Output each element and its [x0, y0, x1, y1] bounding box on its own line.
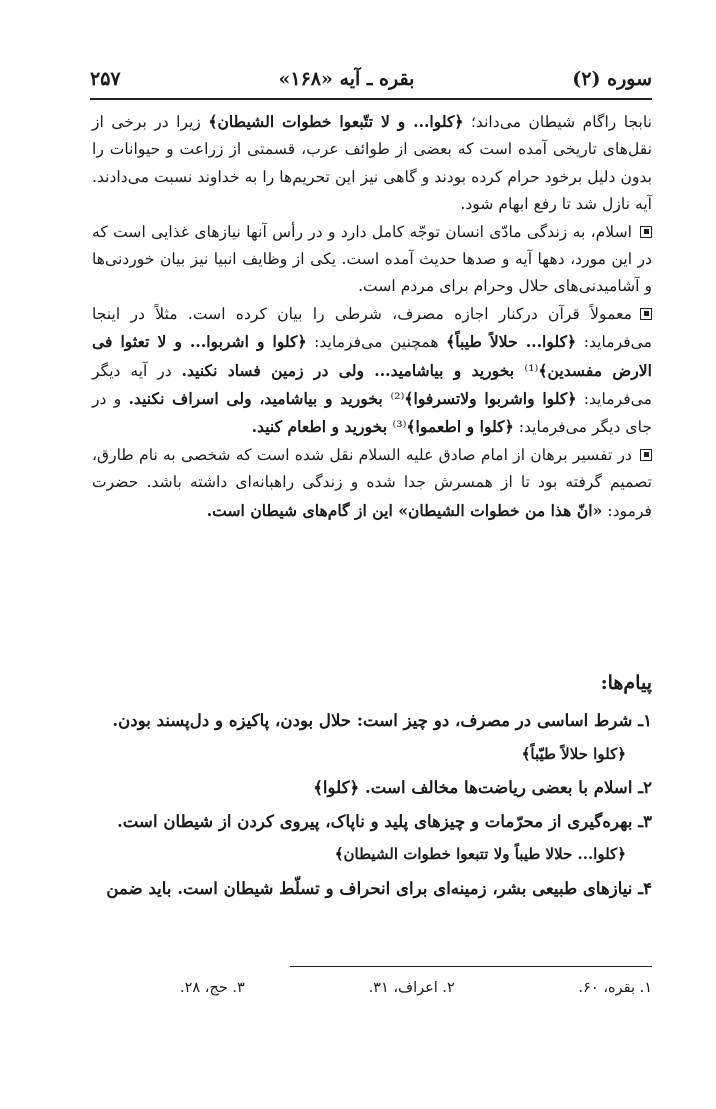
bullet-square-icon: [640, 226, 652, 238]
verse-label: بقره ـ آیه «۱۶۸»: [278, 68, 415, 90]
text-segment: در آیه دیگر می‌فرماید:: [92, 361, 652, 409]
page-number: ۲۵۷: [90, 68, 121, 90]
text-segment: ⁽³⁾: [392, 418, 407, 437]
paragraph: [92, 301, 652, 442]
quote-segment: ﴿کلوا... و لا تتّبعوا خطوات الشیطان﴾: [208, 112, 464, 131]
paragraph: [92, 108, 652, 219]
footnote-1: ۱. بقره، ۶۰.: [578, 980, 652, 996]
quote-segment: این از گام‌های شیطان است.: [206, 500, 399, 520]
text-segment: ⁽²⁾: [390, 390, 405, 409]
text-segment: در تفسیر برهان از امام صادق علیه السلام نقل شده است که شخصی به نام طارق، تصمیم گرفته بود تا از همسرش جدا شده و زندگی راهبانه‌ای داشته باشد. حضرت فرمود:: [92, 445, 652, 520]
text-segment: اسلام، به زندگی مادّی انسان توجّه کامل دارد و در رأس آنها نیازهای غذایی است که در این مورد، دهها آیه و صدها حدیث آمده است. یکی از وظایف انبیا نیز بیان خوردنی‌ها و آشامیدنی‌های حلال وحرام برای مردم است.: [92, 222, 652, 296]
text-segment: زیرا در برخی از نقل‌های تاریخی آمده است که بعضی از طوائف عرب، قسمتی از زراعت و حیوانات را بدون دلیل برخود حرام کرده بودند و گاهی نیز این تحریم‌ها را به خداوند نسبت می‌دادند. آیه نازل شد تا رفع ابهام شود.: [92, 113, 652, 214]
message-item: ۳ـ بهره‌گیری از محرّمات و چیزهای پلید و ناپاک، پیروی کردن از شیطان است.: [116, 810, 652, 831]
text-segment: معمولاً قرآن درکنار اجازه مصرف، شرطی را بیان کرده است. مثلاً در اینجا می‌فرماید:: [92, 304, 652, 352]
footnotes: [180, 980, 652, 996]
messages-title: پیام‌ها:: [600, 672, 652, 694]
message-item: ۴ـ نیازهای طبیعی بشر، زمینه‌ای برای انحراف و تسلّط شیطان است. باید ضمن: [106, 877, 652, 898]
quote-segment: ﴿کلوا... حلالاً طیباً﴾: [446, 332, 577, 352]
messages-list: [92, 704, 652, 905]
footnote-3: ۳. حج، ۲۸.: [180, 980, 245, 996]
quote-segment: بخورید و بیاشامید، ولی اسراف نکنید.: [128, 389, 391, 409]
header-rule: [90, 98, 652, 100]
footnote-rule: [290, 966, 652, 967]
message-item: ۱ـ شرط اساسی در مصرف، دو چیز است: حلال بودن، پاکیزه و دل‌پسند بودن.: [112, 710, 652, 730]
text-segment: همچنین می‌فرماید:: [306, 333, 447, 352]
message-quote: ﴿کلوا حلالاً طیّباً﴾: [521, 744, 626, 763]
bullet-square-icon: [640, 449, 652, 461]
bullet-square-icon: [640, 308, 652, 320]
quote-segment: ﴿کلوا و اطعموا﴾: [406, 417, 514, 437]
message-item: ۲ـ اسلام با بعضی ریاضت‌ها مخالف است. ﴿کلوا﴾: [313, 777, 652, 797]
quote-segment: ﴿کلوا واشربوا ولاتسرفوا﴾: [404, 389, 577, 409]
quote-segment: «انّ هذا من خطوات الشیطان»: [398, 500, 603, 520]
page-header: [90, 62, 652, 96]
text-segment: و در جای دیگر می‌فرماید:: [92, 390, 652, 437]
text-segment: نابجا راگام شیطان می‌داند؛: [463, 113, 652, 131]
commentary-text: [92, 108, 652, 525]
quote-segment: ﴿کلوا و اشربوا... و لا تعثوا فی الارض مفسدین﴾: [92, 332, 652, 380]
paragraph: [92, 219, 652, 301]
text-segment: ⁽¹⁾: [524, 361, 539, 380]
message-quote: ﴿کلوا... حلالا طیباً ولا تتبعوا خطوات الشیطان﴾: [334, 845, 626, 863]
quote-segment: بخورید و بیاشامید... ولی در زمین فساد نکنید.: [181, 360, 525, 380]
quote-segment: بخورید و اطعام کنید.: [251, 417, 393, 437]
footnote-2: ۲. اعراف، ۳۱.: [368, 980, 455, 996]
paragraph: [92, 442, 652, 525]
surah-label: سوره (۲): [572, 68, 652, 90]
